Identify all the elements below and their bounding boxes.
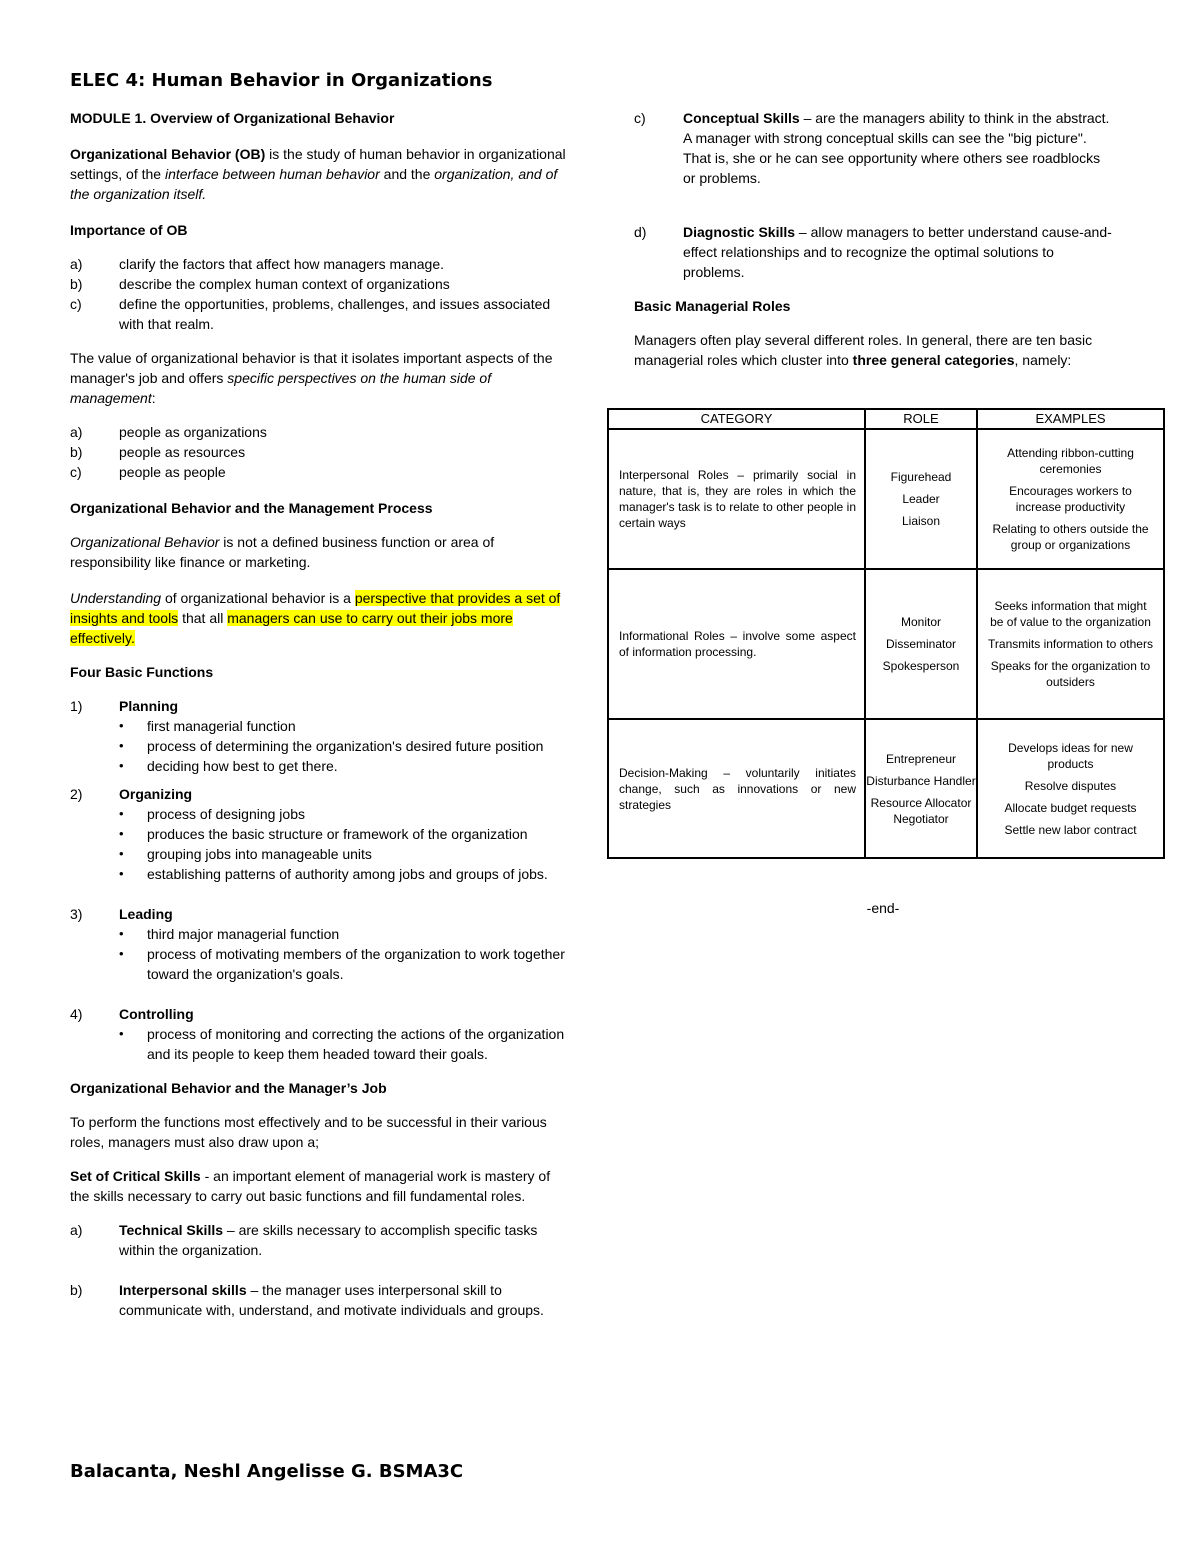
bullet-text: first managerial function <box>147 718 296 734</box>
example-item: Speaks for the organization to outsiders <box>990 659 1151 689</box>
bullet-item <box>119 864 567 884</box>
skill-marker: b) <box>70 1282 83 1298</box>
value-text: The value of organizational behavior is that it isolates important aspects of the manager's job and offers <box>70 350 553 386</box>
example-item: Allocate budget requests <box>1004 800 1137 815</box>
roles-bold: three general categories <box>852 352 1015 368</box>
function-marker: 1) <box>70 698 83 714</box>
managers-job-paragraph: To perform the functions most effectively and to be successful in their various roles, managers must also draw upon a; <box>70 1114 547 1150</box>
role-item: Resource Allocator <box>870 795 972 810</box>
mgmt-em-1: Organizational Behavior <box>70 534 220 550</box>
ob-em-2: organization, and of the organization itself. <box>70 166 558 202</box>
list-item <box>70 422 567 442</box>
bullet-marker: • <box>119 926 124 941</box>
category-cell: Interpersonal Roles – primarily social in nature, that is, they are roles in which the manager's task is to relate to other people in certain ways <box>608 429 865 569</box>
critical-skills-text: - an important element of managerial work is mastery of the skills necessary to carry out basic functions and fill fundamental roles. <box>70 1168 551 1204</box>
importance-heading: Importance of OB <box>70 222 188 238</box>
header-role: ROLE <box>865 409 977 429</box>
skill-marker: a) <box>70 1222 83 1238</box>
example-item: Seeks information that might be of value to the organization <box>990 599 1151 629</box>
bullet-text: produces the basic structure or framework of the organization <box>147 826 528 842</box>
example-item: Encourages workers to increase productivity <box>1009 484 1132 514</box>
bullet-item <box>119 924 567 944</box>
function-name: Leading <box>119 906 173 922</box>
function-title <box>70 1004 567 1024</box>
roles-heading: Basic Managerial Roles <box>634 298 791 314</box>
role-cell <box>865 569 977 719</box>
bullet-item <box>119 756 567 776</box>
function-leading <box>70 904 567 984</box>
skill-text <box>119 1280 567 1320</box>
role-item: Liaison <box>901 514 941 528</box>
mgmt-process-heading: Organizational Behavior and the Management Process <box>70 500 433 516</box>
examples-cell <box>977 719 1164 858</box>
role-item: Disturbance Handler <box>866 773 976 788</box>
bullet-item <box>119 844 567 864</box>
list-text: define the opportunities, problems, challenges, and issues associated with that realm. <box>119 296 551 332</box>
bullet-marker: • <box>119 866 124 881</box>
role-item: Negotiator <box>893 811 949 826</box>
left-column <box>70 108 567 1320</box>
table-row <box>608 569 1164 719</box>
list-text: describe the complex human context of organizations <box>119 276 450 292</box>
bullet-text: process of monitoring and correcting the actions of the organization and its people to keep them headed toward their goals. <box>147 1026 565 1062</box>
ob-em-1: interface between human behavior <box>164 166 380 182</box>
skill-term: Conceptual Skills <box>683 110 800 126</box>
example-item: Settle new labor contract <box>1004 822 1137 837</box>
highlight-1: perspective that provides a set of insights and tools <box>70 590 561 626</box>
mgmt-text-2: of organizational behavior is a <box>161 590 355 606</box>
function-marker: 2) <box>70 786 83 802</box>
list-text: people as people <box>119 464 226 480</box>
bullet-marker: • <box>119 826 124 841</box>
roles-text-1: Managers often play several different roles. In general, there are ten basic managerial roles which cluster into <box>634 332 1093 368</box>
list-marker: c) <box>70 464 82 480</box>
value-list <box>70 422 567 482</box>
bullet-marker: • <box>119 946 124 961</box>
example-item: Resolve disputes <box>1024 778 1117 793</box>
skill-term: Diagnostic Skills <box>683 224 796 240</box>
bullet-text: process of motivating members of the organization to work together toward the organization's goals. <box>147 946 565 982</box>
example-item: Attending ribbon-cutting ceremonies <box>1007 446 1134 476</box>
examples-cell <box>977 569 1164 719</box>
right-column <box>634 108 1116 370</box>
example-item: Develops ideas for new products <box>1008 740 1133 771</box>
list-marker: c) <box>70 296 82 312</box>
bullet-text: process of designing jobs <box>147 806 305 822</box>
function-marker: 3) <box>70 906 83 922</box>
bullet-marker: • <box>119 758 124 773</box>
examples-cell <box>977 429 1164 569</box>
ob-text-1: is the study of human behavior in organizational settings, of the <box>70 146 566 182</box>
value-paragraph <box>70 348 567 408</box>
example-item: Transmits information to others <box>988 637 1153 651</box>
list-item <box>70 442 567 462</box>
skill-diagnostic <box>634 222 1116 282</box>
skill-marker: d) <box>634 224 647 240</box>
function-title <box>70 696 567 716</box>
example-item: Relating to others outside the group or organizations <box>992 522 1149 552</box>
list-text: people as resources <box>119 444 246 460</box>
module-heading: MODULE 1. Overview of Organizational Behavior <box>70 110 395 126</box>
bullet-text: deciding how best to get there. <box>147 758 338 774</box>
managers-job-heading: Organizational Behavior and the Manager’s Job <box>70 1080 387 1096</box>
roles-paragraph <box>634 330 1116 370</box>
bullet-marker: • <box>119 718 124 733</box>
function-marker: 4) <box>70 1006 83 1022</box>
list-text: clarify the factors that affect how managers manage. <box>119 256 445 272</box>
role-item: Figurehead <box>890 470 952 484</box>
bullet-item <box>119 716 567 736</box>
mgmt-em-2: Understanding <box>70 590 162 606</box>
importance-list <box>70 254 567 334</box>
skill-text <box>683 108 1116 188</box>
skill-conceptual <box>634 108 1116 188</box>
table-row <box>608 429 1164 569</box>
critical-skills-term: Set of Critical Skills <box>70 1168 201 1184</box>
list-item <box>70 274 567 294</box>
bullet-text: establishing patterns of authority among jobs and groups of jobs. <box>147 866 548 882</box>
function-name: Organizing <box>119 786 193 802</box>
ob-definition <box>70 144 567 204</box>
bullet-text: grouping jobs into manageable units <box>147 846 372 862</box>
bullet-item <box>119 736 567 756</box>
list-item <box>70 254 567 274</box>
value-end: : <box>151 390 156 406</box>
skill-desc: – the manager uses interpersonal skill to communicate with, understand, and motivate individuals and groups. <box>119 1282 544 1318</box>
function-title <box>70 784 567 804</box>
role-item: Monitor <box>900 615 941 629</box>
category-cell: Informational Roles – involve some aspect of information processing. <box>608 569 865 719</box>
role-item: Disseminator <box>885 637 957 651</box>
bullet-item <box>119 824 567 844</box>
skill-text <box>119 1220 567 1260</box>
function-controlling <box>70 1004 567 1064</box>
role-item: Leader <box>902 492 940 506</box>
highlight-2: managers can use to carry out their jobs more effectively. <box>70 610 513 646</box>
skill-desc: – are skills necessary to accomplish specific tasks within the organization. <box>119 1222 538 1258</box>
mgmt-process-paragraph-1 <box>70 532 567 572</box>
critical-skills-paragraph <box>70 1166 567 1206</box>
role-item: Entrepreneur <box>885 751 957 766</box>
bullet-text: third major managerial function <box>147 926 340 942</box>
skill-term: Interpersonal skills <box>119 1282 247 1298</box>
function-organizing <box>70 784 567 884</box>
list-marker: b) <box>70 276 83 292</box>
ob-term: Organizational Behavior (OB) <box>70 146 266 162</box>
mgmt-text-3: that all <box>178 610 228 626</box>
function-title <box>70 904 567 924</box>
bullet-item <box>119 804 567 824</box>
list-item <box>70 294 567 334</box>
ob-text-2: and the <box>379 166 435 182</box>
value-em: specific perspectives on the human side of management <box>70 370 492 406</box>
header-category: CATEGORY <box>608 409 865 429</box>
function-name: Planning <box>119 698 179 714</box>
header-examples: EXAMPLES <box>977 409 1164 429</box>
skill-technical <box>70 1220 567 1260</box>
role-item: Spokesperson <box>882 659 960 673</box>
table-row <box>608 719 1164 858</box>
skill-desc: – allow managers to better understand cause-and-effect relationships and to recognize the optimal solutions to problems. <box>683 224 1112 280</box>
mgmt-text-1: is not a defined business function or area of responsibility like finance or marketing. <box>70 534 495 570</box>
skill-term: Technical Skills <box>119 1222 224 1238</box>
mgmt-process-paragraph-2 <box>70 588 567 648</box>
bullet-item <box>119 1024 567 1064</box>
skill-interpersonal <box>70 1280 567 1320</box>
bullet-marker: • <box>119 1026 124 1041</box>
bullet-marker: • <box>119 738 124 753</box>
bullet-text: process of determining the organization's desired future position <box>147 738 544 754</box>
role-cell <box>865 429 977 569</box>
list-item <box>70 462 567 482</box>
list-text: people as organizations <box>119 424 267 440</box>
end-marker: -end- <box>866 900 900 916</box>
list-marker: a) <box>70 256 83 272</box>
function-planning <box>70 696 567 776</box>
author-footer: Balacanta, Neshl Angelisse G. BSMA3C <box>70 1461 464 1482</box>
skill-desc: – are the managers ability to think in the abstract. A manager with strong conceptual skills can see the "big picture". That is, she or he can see opportunity where others see roadblocks or problems. <box>683 110 1110 186</box>
document-title: ELEC 4: Human Behavior in Organizations <box>70 70 493 91</box>
skill-text <box>683 222 1116 282</box>
bullet-item <box>119 944 567 984</box>
roles-text-2: , namely: <box>1014 352 1072 368</box>
bullet-marker: • <box>119 806 124 821</box>
role-cell <box>865 719 977 858</box>
bullet-marker: • <box>119 846 124 861</box>
table-header-row <box>608 409 1164 429</box>
skill-marker: c) <box>634 110 646 126</box>
managerial-roles-table <box>607 408 1165 859</box>
category-cell: Decision-Making – voluntarily initiates change, such as innovations or new strategies <box>608 719 865 858</box>
list-marker: b) <box>70 444 83 460</box>
function-name: Controlling <box>119 1006 194 1022</box>
list-marker: a) <box>70 424 83 440</box>
functions-heading: Four Basic Functions <box>70 664 214 680</box>
